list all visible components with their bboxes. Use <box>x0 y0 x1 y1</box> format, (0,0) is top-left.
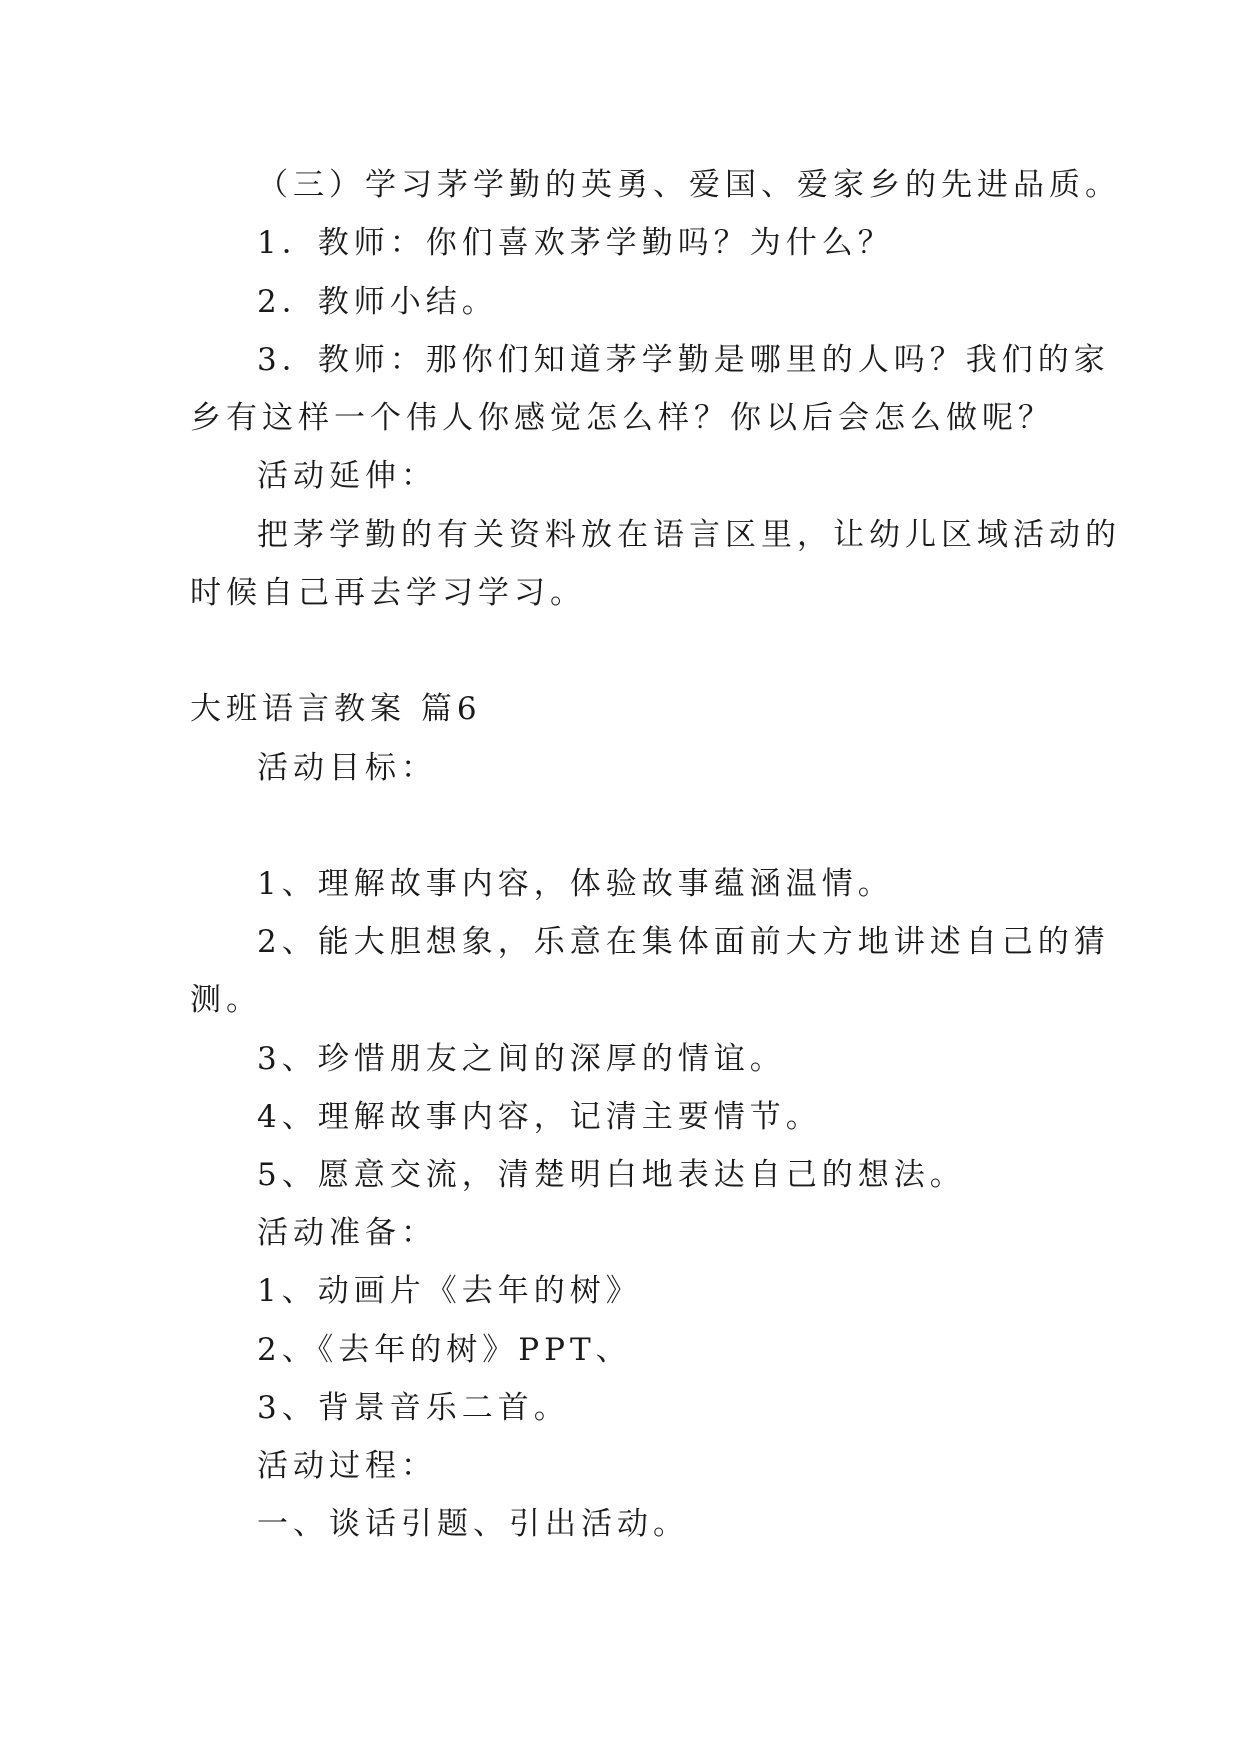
section-label: 活动延伸： <box>257 458 437 494</box>
document-title: 大班语言教案 篇6 <box>190 691 482 727</box>
paragraph: 时候自己再去学习学习。 <box>190 575 586 611</box>
section-heading: （三）学习茅学勤的英勇、爱国、爱家乡的先进品质。 <box>257 167 1121 203</box>
list-item: 2、能大胆想象，乐意在集体面前大方地讲述自己的猜 <box>257 924 1110 960</box>
section-label: 活动准备： <box>257 1215 437 1251</box>
list-item: 3、珍惜朋友之间的深厚的情谊。 <box>257 1041 786 1077</box>
list-item: 测。 <box>190 982 262 1018</box>
list-item: 5、愿意交流，清楚明白地表达自己的想法。 <box>257 1157 966 1193</box>
paragraph: 1．教师：你们喜欢茅学勤吗？为什么？ <box>257 225 894 261</box>
list-item: 一、谈话引题、引出活动。 <box>257 1506 689 1542</box>
list-item: 2、《去年的树》PPT、 <box>257 1332 632 1368</box>
paragraph: 2．教师小结。 <box>257 284 498 320</box>
list-item: 1、动画片《去年的树》 <box>257 1273 642 1309</box>
list-item: 1、理解故事内容，体验故事蕴涵温情。 <box>257 866 894 902</box>
section-label: 活动目标： <box>257 750 437 786</box>
paragraph: 乡有这样一个伟人你感觉怎么样？你以后会怎么做呢？ <box>190 400 1054 436</box>
paragraph: 把茅学勤的有关资料放在语言区里，让幼儿区域活动的 <box>257 517 1121 553</box>
paragraph: 3．教师：那你们知道茅学勤是哪里的人吗？我们的家 <box>257 342 1110 378</box>
list-item: 4、理解故事内容，记清主要情节。 <box>257 1099 822 1135</box>
list-item: 3、背景音乐二首。 <box>257 1390 570 1426</box>
section-label: 活动过程： <box>257 1448 437 1484</box>
